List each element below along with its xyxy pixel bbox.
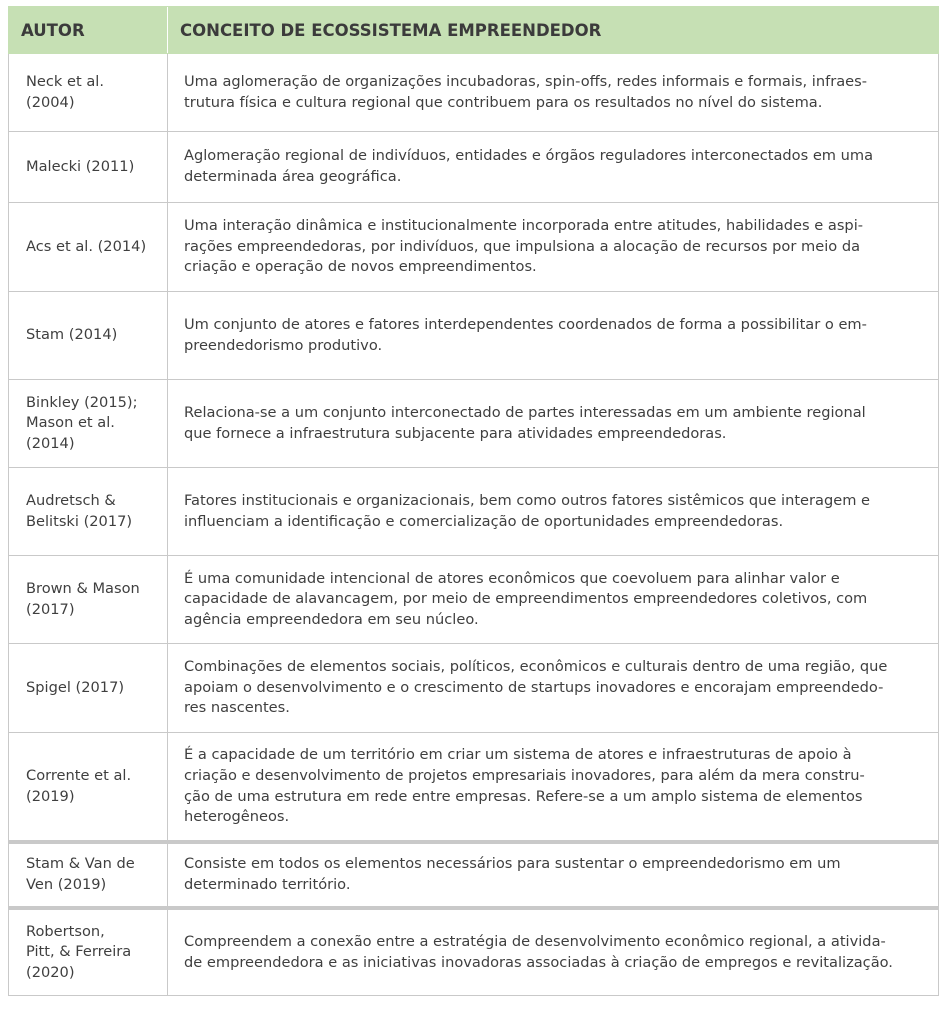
- author-text: Acs et al. (2014): [26, 237, 147, 255]
- table-row: [8, 54, 939, 132]
- author-cell: [9, 54, 168, 131]
- table-row: [8, 380, 939, 468]
- author-cell: [9, 844, 168, 906]
- header-author-cell: [9, 7, 168, 53]
- concept-cell: [168, 132, 938, 202]
- author-text: Neck et al. (2004): [26, 72, 104, 111]
- author-cell: [9, 380, 168, 467]
- concept-text: Consiste em todos os elementos necessários para sustentar o empreendedorismo em um determinado território.: [184, 855, 841, 893]
- header-author-label: AUTOR: [21, 20, 85, 40]
- concept-cell: [168, 468, 938, 555]
- table-row: [8, 203, 939, 292]
- author-text: Corrente et al. (2019): [26, 766, 132, 805]
- concept-text: Fatores institucionais e organizacionais, bem como outros fatores sistêmicos que interagem e influenciam a identificação e comercialização de oportunidades empreendedoras.: [184, 491, 871, 530]
- concept-cell: [168, 733, 938, 840]
- table-row: [8, 468, 939, 556]
- table-row: [8, 292, 939, 380]
- concept-text: Um conjunto de atores e fatores interdependentes coordenados de forma a possibilitar o em- preendedorismo produtivo.: [184, 315, 867, 354]
- author-cell: [9, 292, 168, 379]
- table-row: [8, 132, 939, 203]
- author-text: Audretsch & Belitski (2017): [26, 491, 133, 530]
- author-cell: [9, 468, 168, 555]
- author-text: Spigel (2017): [26, 678, 125, 696]
- author-text: Robertson, Pitt, & Ferreira (2020): [26, 922, 132, 981]
- table-header: [8, 6, 939, 54]
- concept-text: É uma comunidade intencional de atores econômicos que coevoluem para alinhar valor e capacidade de alavancagem, por meio de empreendimentos empreendedores coletivos, com agência empreendedora em seu núcleo.: [184, 569, 868, 628]
- table-row: [8, 644, 939, 733]
- table-row: [8, 907, 939, 996]
- table-row: [8, 556, 939, 644]
- concept-cell: [168, 844, 938, 906]
- concept-text: É a capacidade de um território em criar um sistema de atores e infraestruturas de apoio à criação e desenvolvimento de projetos empresariais inovadores, para além da mera constru- ção de uma estrutura em rede entre empresas. Refere-se a um amplo sistema de elementos heterogêneos.: [184, 746, 865, 826]
- author-cell: [9, 556, 168, 643]
- author-cell: [9, 644, 168, 732]
- ecosystem-table: [8, 6, 939, 996]
- author-text: Stam (2014): [26, 326, 118, 344]
- concept-text: Aglomeração regional de indivíduos, entidades e órgãos reguladores interconectados em uma determinada área geográfica.: [184, 147, 874, 185]
- author-cell: [9, 132, 168, 202]
- table-row: [8, 841, 939, 907]
- author-cell: [9, 203, 168, 291]
- author-cell: [9, 733, 168, 840]
- author-text: Malecki (2011): [26, 157, 135, 175]
- concept-cell: [168, 203, 938, 291]
- concept-text: Combinações de elementos sociais, políticos, econômicos e culturais dentro de uma região, que apoiam o desenvolvimento e o crescimento de startups inovadores e encorajam empreendedo- res nascentes.: [184, 658, 888, 717]
- header-concept-label: CONCEITO DE ECOSSISTEMA EMPREENDEDOR: [180, 20, 602, 40]
- header-concept-cell: [168, 7, 938, 53]
- author-text: Stam & Van de Ven (2019): [26, 855, 135, 893]
- table-row: [8, 733, 939, 841]
- concept-cell: [168, 292, 938, 379]
- author-cell: [9, 910, 168, 995]
- author-text: Binkley (2015); Mason et al. (2014): [26, 393, 138, 452]
- concept-cell: [168, 556, 938, 643]
- concept-cell: [168, 910, 938, 995]
- concept-text: Relaciona-se a um conjunto interconectado de partes interessadas em um ambiente regional que fornece a infraestrutura subjacente para atividades empreendedoras.: [184, 403, 866, 442]
- concept-cell: [168, 54, 938, 131]
- concept-text: Uma interação dinâmica e institucionalmente incorporada entre atitudes, habilidades e aspi- rações empreendedoras, por indivíduos, que impulsiona a alocação de recursos por meio da criação e operação de novos empreendimentos.: [184, 217, 864, 276]
- concept-cell: [168, 644, 938, 732]
- concept-cell: [168, 380, 938, 467]
- concept-text: Compreendem a conexão entre a estratégia de desenvolvimento econômico regional, a ativida- de empreendedora e as iniciativas inovadoras associadas à criação de empregos e revitalização.: [184, 932, 893, 971]
- concept-text: Uma aglomeração de organizações incubadoras, spin-offs, redes informais e formais, infraes- trutura física e cultura regional que contribuem para os resultados no nível do sistema.: [184, 72, 868, 111]
- author-text: Brown & Mason (2017): [26, 579, 140, 618]
